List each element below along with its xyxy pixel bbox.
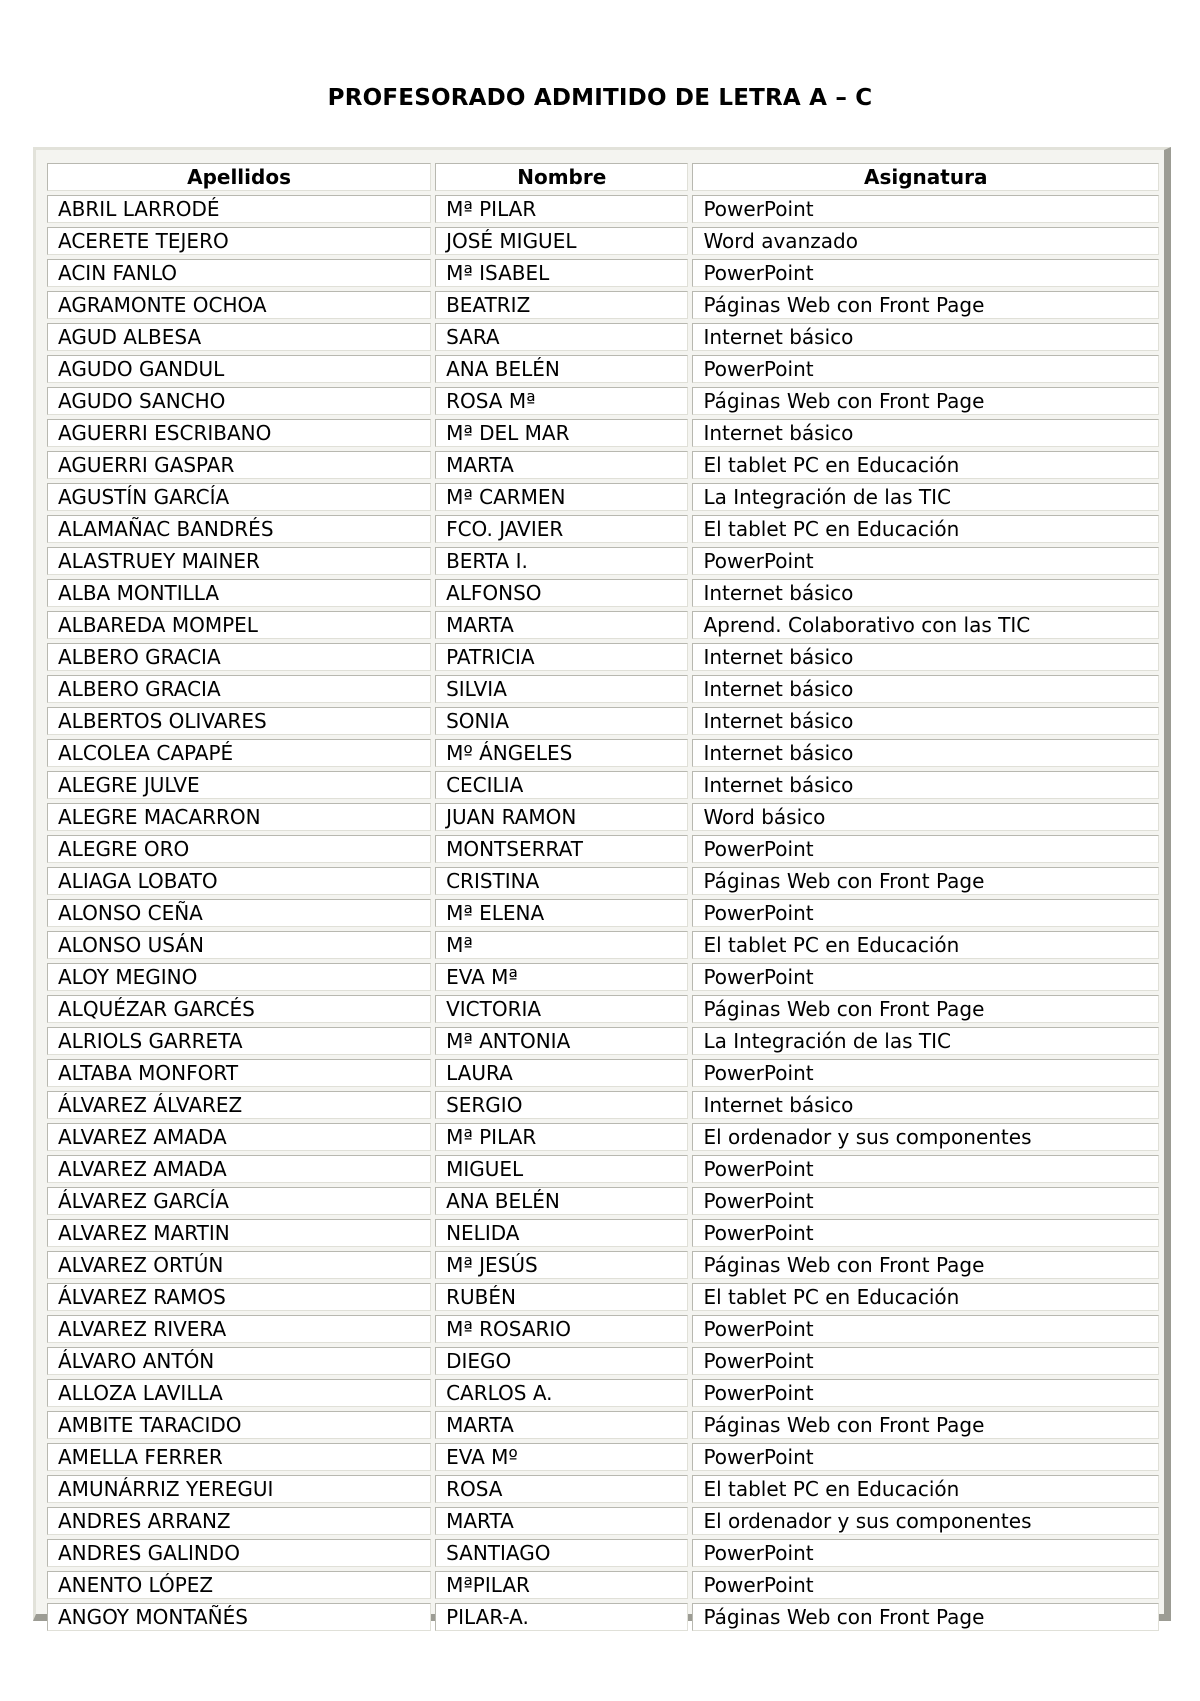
cell-apellidos: ALASTRUEY MAINER: [47, 547, 431, 575]
table-row: [47, 803, 1159, 831]
cell-apellidos: ALONSO USÁN: [47, 931, 431, 959]
cell-apellidos: AGUSTÍN GARCÍA: [47, 483, 431, 511]
cell-asignatura: PowerPoint: [692, 195, 1159, 223]
table-header-row: [47, 163, 1159, 191]
cell-asignatura: PowerPoint: [692, 1059, 1159, 1087]
table-row: [47, 547, 1159, 575]
cell-apellidos: ALVAREZ AMADA: [47, 1155, 431, 1183]
table-row: [47, 835, 1159, 863]
table-row: [47, 739, 1159, 767]
cell-nombre: BEATRIZ: [435, 291, 688, 319]
table-row: [47, 1571, 1159, 1599]
table-row: [47, 1379, 1159, 1407]
cell-asignatura: PowerPoint: [692, 259, 1159, 287]
cell-apellidos: AGUD ALBESA: [47, 323, 431, 351]
column-header-apellidos: Apellidos: [47, 163, 431, 191]
cell-apellidos: AGUERRI GASPAR: [47, 451, 431, 479]
cell-apellidos: ALBERO GRACIA: [47, 643, 431, 671]
table-row: [47, 899, 1159, 927]
table-row: [47, 771, 1159, 799]
cell-nombre: Mº ÁNGELES: [435, 739, 688, 767]
table-row: [47, 579, 1159, 607]
cell-nombre: PILAR-A.: [435, 1603, 688, 1631]
cell-apellidos: ANDRES ARRANZ: [47, 1507, 431, 1535]
cell-asignatura: La Integración de las TIC: [692, 483, 1159, 511]
cell-asignatura: Páginas Web con Front Page: [692, 291, 1159, 319]
cell-asignatura: PowerPoint: [692, 835, 1159, 863]
cell-asignatura: El tablet PC en Educación: [692, 1475, 1159, 1503]
cell-apellidos: ALBERTOS OLIVARES: [47, 707, 431, 735]
page-title: PROFESORADO ADMITIDO DE LETRA A – C: [327, 85, 873, 111]
table-row: [47, 963, 1159, 991]
cell-asignatura: Internet básico: [692, 323, 1159, 351]
cell-nombre: CARLOS A.: [435, 1379, 688, 1407]
cell-apellidos: AMBITE TARACIDO: [47, 1411, 431, 1439]
cell-nombre: RUBÉN: [435, 1283, 688, 1311]
cell-nombre: Mª DEL MAR: [435, 419, 688, 447]
admitted-teachers-table: [43, 159, 1163, 1635]
cell-asignatura: El tablet PC en Educación: [692, 931, 1159, 959]
table-row: [47, 419, 1159, 447]
table-row: [47, 451, 1159, 479]
table-row: [47, 1123, 1159, 1151]
cell-asignatura: La Integración de las TIC: [692, 1027, 1159, 1055]
table-row: [47, 1507, 1159, 1535]
cell-asignatura: Word básico: [692, 803, 1159, 831]
cell-asignatura: Internet básico: [692, 419, 1159, 447]
table-row: [47, 1443, 1159, 1471]
table-row: [47, 259, 1159, 287]
table-row: [47, 1091, 1159, 1119]
table-row: [47, 1251, 1159, 1279]
cell-nombre: MªPILAR: [435, 1571, 688, 1599]
cell-asignatura: PowerPoint: [692, 1347, 1159, 1375]
cell-nombre: MARTA: [435, 611, 688, 639]
cell-asignatura: El tablet PC en Educación: [692, 451, 1159, 479]
table-row: [47, 195, 1159, 223]
cell-asignatura: PowerPoint: [692, 1571, 1159, 1599]
cell-nombre: SONIA: [435, 707, 688, 735]
cell-apellidos: ANGOY MONTAÑÉS: [47, 1603, 431, 1631]
cell-asignatura: Páginas Web con Front Page: [692, 387, 1159, 415]
table-row: [47, 1475, 1159, 1503]
cell-nombre: Mª: [435, 931, 688, 959]
cell-nombre: Mª CARMEN: [435, 483, 688, 511]
cell-nombre: MARTA: [435, 451, 688, 479]
cell-nombre: FCO. JAVIER: [435, 515, 688, 543]
cell-apellidos: ALOY MEGINO: [47, 963, 431, 991]
cell-apellidos: ÁLVARO ANTÓN: [47, 1347, 431, 1375]
cell-asignatura: PowerPoint: [692, 963, 1159, 991]
cell-asignatura: Páginas Web con Front Page: [692, 867, 1159, 895]
cell-nombre: ROSA: [435, 1475, 688, 1503]
cell-apellidos: AGUERRI ESCRIBANO: [47, 419, 431, 447]
cell-apellidos: ALQUÉZAR GARCÉS: [47, 995, 431, 1023]
table-row: [47, 707, 1159, 735]
table-row: [47, 1411, 1159, 1439]
cell-asignatura: Páginas Web con Front Page: [692, 1251, 1159, 1279]
cell-nombre: Mª ANTONIA: [435, 1027, 688, 1055]
cell-asignatura: PowerPoint: [692, 1315, 1159, 1343]
cell-nombre: SANTIAGO: [435, 1539, 688, 1567]
cell-asignatura: Internet básico: [692, 707, 1159, 735]
cell-nombre: Mª ELENA: [435, 899, 688, 927]
cell-apellidos: ALCOLEA CAPAPÉ: [47, 739, 431, 767]
cell-asignatura: Internet básico: [692, 579, 1159, 607]
column-header-nombre: Nombre: [435, 163, 688, 191]
cell-nombre: MARTA: [435, 1507, 688, 1535]
cell-nombre: VICTORIA: [435, 995, 688, 1023]
cell-nombre: MIGUEL: [435, 1155, 688, 1183]
cell-apellidos: ACIN FANLO: [47, 259, 431, 287]
cell-nombre: SARA: [435, 323, 688, 351]
cell-apellidos: ÁLVAREZ RAMOS: [47, 1283, 431, 1311]
table-row: [47, 1027, 1159, 1055]
table-row: [47, 227, 1159, 255]
cell-nombre: PATRICIA: [435, 643, 688, 671]
cell-asignatura: PowerPoint: [692, 1219, 1159, 1247]
cell-asignatura: Internet básico: [692, 771, 1159, 799]
cell-apellidos: ALLOZA LAVILLA: [47, 1379, 431, 1407]
cell-asignatura: Páginas Web con Front Page: [692, 995, 1159, 1023]
cell-apellidos: AGUDO GANDUL: [47, 355, 431, 383]
cell-apellidos: ALRIOLS GARRETA: [47, 1027, 431, 1055]
table-row: [47, 387, 1159, 415]
cell-nombre: LAURA: [435, 1059, 688, 1087]
table-row: [47, 291, 1159, 319]
table-row: [47, 1283, 1159, 1311]
cell-apellidos: ALBAREDA MOMPEL: [47, 611, 431, 639]
cell-nombre: CECILIA: [435, 771, 688, 799]
cell-nombre: ALFONSO: [435, 579, 688, 607]
cell-nombre: EVA Mº: [435, 1443, 688, 1471]
cell-asignatura: El ordenador y sus componentes: [692, 1123, 1159, 1151]
table-row: [47, 867, 1159, 895]
cell-asignatura: Word avanzado: [692, 227, 1159, 255]
cell-asignatura: Páginas Web con Front Page: [692, 1411, 1159, 1439]
table-row: [47, 483, 1159, 511]
cell-apellidos: ALVAREZ MARTIN: [47, 1219, 431, 1247]
table-row: [47, 675, 1159, 703]
cell-asignatura: PowerPoint: [692, 1187, 1159, 1215]
cell-apellidos: ACERETE TEJERO: [47, 227, 431, 255]
cell-apellidos: ALONSO CEÑA: [47, 899, 431, 927]
table-row: [47, 1603, 1159, 1631]
cell-nombre: EVA Mª: [435, 963, 688, 991]
cell-asignatura: PowerPoint: [692, 1539, 1159, 1567]
cell-apellidos: ANDRES GALINDO: [47, 1539, 431, 1567]
column-header-asignatura: Asignatura: [692, 163, 1159, 191]
cell-nombre: SERGIO: [435, 1091, 688, 1119]
cell-asignatura: PowerPoint: [692, 1379, 1159, 1407]
cell-apellidos: ALVAREZ ORTÚN: [47, 1251, 431, 1279]
cell-apellidos: ALVAREZ AMADA: [47, 1123, 431, 1151]
table-row: [47, 931, 1159, 959]
cell-asignatura: El tablet PC en Educación: [692, 515, 1159, 543]
cell-asignatura: PowerPoint: [692, 1155, 1159, 1183]
cell-apellidos: ALEGRE MACARRON: [47, 803, 431, 831]
table-row: [47, 1347, 1159, 1375]
cell-nombre: MARTA: [435, 1411, 688, 1439]
cell-apellidos: AGRAMONTE OCHOA: [47, 291, 431, 319]
cell-apellidos: AMUNÁRRIZ YEREGUI: [47, 1475, 431, 1503]
cell-asignatura: El ordenador y sus componentes: [692, 1507, 1159, 1535]
cell-apellidos: ALAMAÑAC BANDRÉS: [47, 515, 431, 543]
cell-apellidos: ALEGRE ORO: [47, 835, 431, 863]
cell-asignatura: PowerPoint: [692, 547, 1159, 575]
cell-nombre: DIEGO: [435, 1347, 688, 1375]
cell-apellidos: ALIAGA LOBATO: [47, 867, 431, 895]
table-row: [47, 1539, 1159, 1567]
cell-nombre: ROSA Mª: [435, 387, 688, 415]
cell-asignatura: Internet básico: [692, 675, 1159, 703]
cell-nombre: Mª ISABEL: [435, 259, 688, 287]
table-row: [47, 1187, 1159, 1215]
table-row: [47, 1315, 1159, 1343]
cell-apellidos: ABRIL LARRODÉ: [47, 195, 431, 223]
table-row: [47, 1219, 1159, 1247]
cell-asignatura: Páginas Web con Front Page: [692, 1603, 1159, 1631]
cell-apellidos: ALBERO GRACIA: [47, 675, 431, 703]
cell-nombre: Mª JESÚS: [435, 1251, 688, 1279]
table-row: [47, 323, 1159, 351]
cell-asignatura: Aprend. Colaborativo con las TIC: [692, 611, 1159, 639]
cell-nombre: CRISTINA: [435, 867, 688, 895]
cell-asignatura: PowerPoint: [692, 899, 1159, 927]
cell-apellidos: ALTABA MONFORT: [47, 1059, 431, 1087]
cell-nombre: NELIDA: [435, 1219, 688, 1247]
table-row: [47, 995, 1159, 1023]
cell-asignatura: Internet básico: [692, 739, 1159, 767]
cell-nombre: Mª PILAR: [435, 1123, 688, 1151]
cell-nombre: MONTSERRAT: [435, 835, 688, 863]
table-row: [47, 643, 1159, 671]
cell-nombre: ANA BELÉN: [435, 1187, 688, 1215]
table-row: [47, 1155, 1159, 1183]
cell-nombre: JOSÉ MIGUEL: [435, 227, 688, 255]
cell-apellidos: ÁLVAREZ GARCÍA: [47, 1187, 431, 1215]
cell-nombre: Mª PILAR: [435, 195, 688, 223]
cell-asignatura: PowerPoint: [692, 355, 1159, 383]
cell-nombre: JUAN RAMON: [435, 803, 688, 831]
table-row: [47, 515, 1159, 543]
table-row: [47, 1059, 1159, 1087]
cell-asignatura: Internet básico: [692, 1091, 1159, 1119]
cell-apellidos: ANENTO LÓPEZ: [47, 1571, 431, 1599]
cell-apellidos: ALBA MONTILLA: [47, 579, 431, 607]
cell-asignatura: PowerPoint: [692, 1443, 1159, 1471]
table-row: [47, 355, 1159, 383]
cell-apellidos: ALEGRE JULVE: [47, 771, 431, 799]
cell-asignatura: Internet básico: [692, 643, 1159, 671]
cell-apellidos: ÁLVAREZ ÁLVAREZ: [47, 1091, 431, 1119]
cell-nombre: Mª ROSARIO: [435, 1315, 688, 1343]
cell-nombre: BERTA I.: [435, 547, 688, 575]
cell-apellidos: AGUDO SANCHO: [47, 387, 431, 415]
cell-apellidos: AMELLA FERRER: [47, 1443, 431, 1471]
cell-nombre: ANA BELÉN: [435, 355, 688, 383]
cell-nombre: SILVIA: [435, 675, 688, 703]
table-row: [47, 611, 1159, 639]
cell-asignatura: El tablet PC en Educación: [692, 1283, 1159, 1311]
cell-apellidos: ALVAREZ RIVERA: [47, 1315, 431, 1343]
